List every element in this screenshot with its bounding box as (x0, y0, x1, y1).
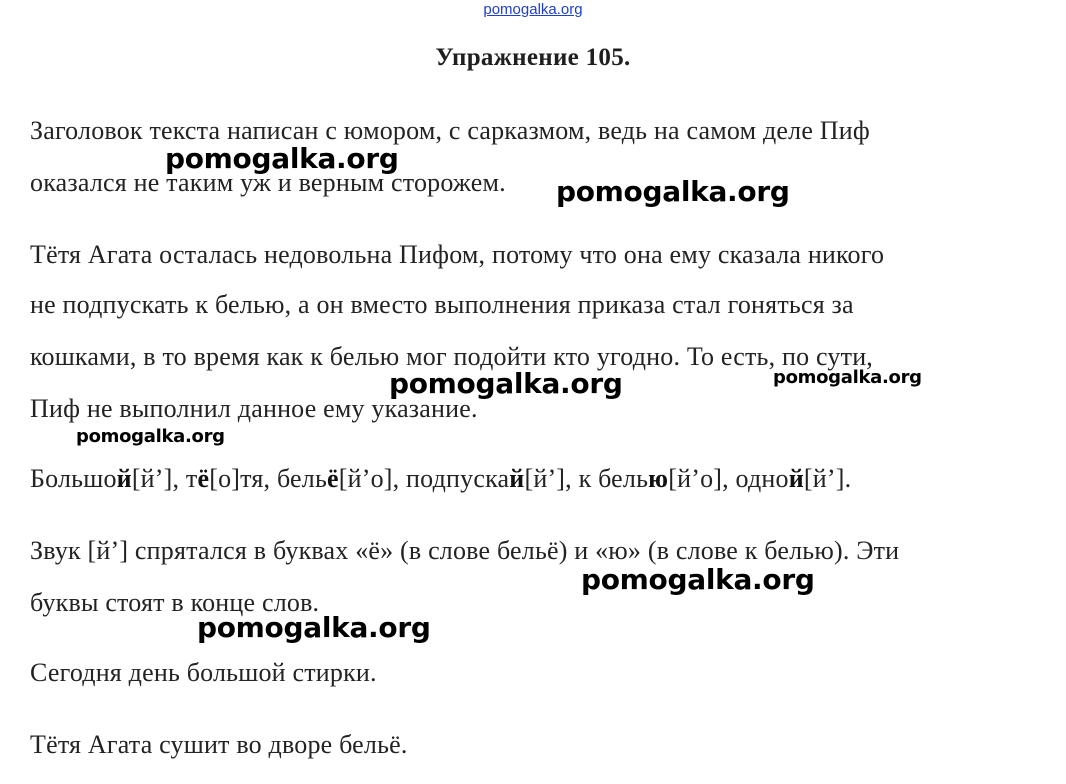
watermark: pomogalka.org (556, 175, 790, 208)
transcription-word-2: тё[о]тя, (185, 464, 277, 493)
transcription-word-4: подпускай[й’], (406, 464, 579, 493)
watermark: pomogalka.org (389, 367, 623, 400)
transcription-word-3: бельё[й’о], (276, 464, 407, 493)
site-link[interactable]: pomogalka.org (483, 1, 583, 18)
transcription-word-1: Большой[й’], (30, 464, 186, 493)
watermark: pomogalka.org (773, 367, 922, 388)
transcription-word-5: к белью[й’о], (578, 464, 736, 493)
paragraph-1-line-2: оказался не таким уж и верным сторожем. (30, 168, 506, 197)
transcription-line (30, 466, 851, 492)
paragraph-2-line-1: Тётя Агата осталась недовольна Пифом, потому что она ему сказала никого (30, 240, 885, 269)
watermark: pomogalka.org (581, 563, 815, 596)
paragraph-4-line-2: буквы стоят в конце слов. (30, 588, 320, 617)
page-title: Упражнение 105. (435, 44, 631, 71)
paragraph-2-line-2: не подпускать к белью, а он вместо выполнения приказа стал гоняться за (30, 290, 854, 319)
paragraph-6: Тётя Агата сушит во дворе бельё. (30, 730, 408, 759)
watermark: pomogalka.org (197, 611, 431, 644)
transcription-word-6: одной[й’]. (735, 464, 852, 493)
watermark: pomogalka.org (165, 142, 399, 175)
watermark: pomogalka.org (76, 426, 225, 447)
paragraph-2-line-3: кошками, в то время как к белью мог подойти кто угодно. То есть, по сути, (30, 342, 874, 371)
paragraph-5: Сегодня день большой стирки. (30, 658, 377, 687)
paragraph-1-line-1: Заголовок текста написан с юмором, с сарказмом, ведь на самом деле Пиф (30, 116, 870, 145)
paragraph-4-line-1: Звук [й’] спрятался в буквах «ё» (в слове бельё) и «ю» (в слове к белью). Эти (30, 536, 900, 565)
paragraph-2-line-4: Пиф не выполнил данное ему указание. (30, 394, 478, 423)
